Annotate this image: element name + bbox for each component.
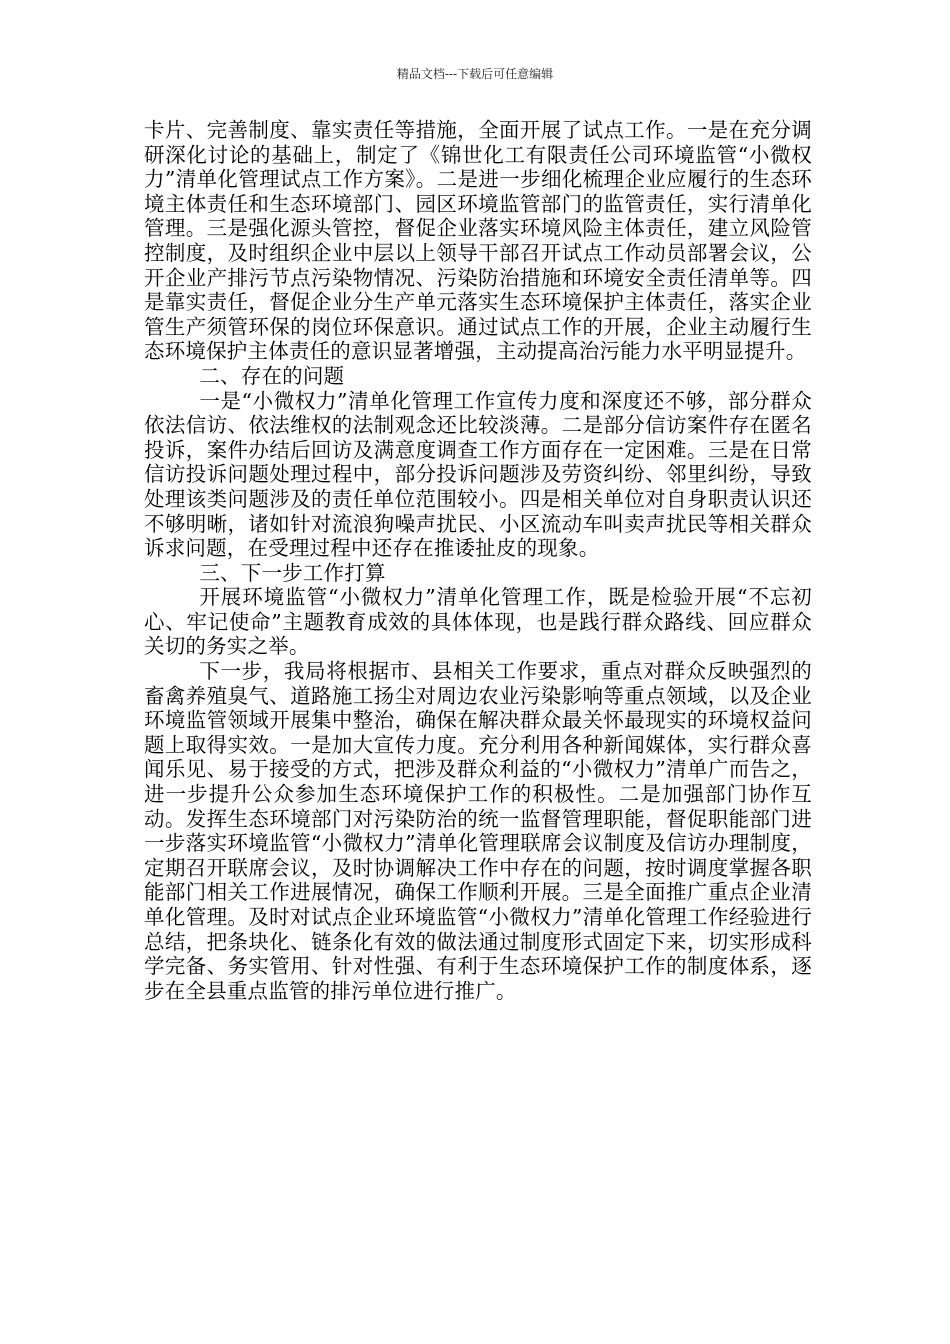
paragraph-significance: 开展环境监管“小微权力”清单化管理工作，既是检验开展“不忘初心、牢记使命”主题教育成效的具体体现，也是践行群众路线、回应群众关切的务实之举。 (144, 585, 812, 659)
paragraph-problems: 一是“小微权力”清单化管理工作宣传力度和深度还不够，部分群众依法信访、依法维权的法制观念还比较淡薄。二是部分信访案件存在匿名投诉，案件办结后回访及满意度调查工作方面存在一定困难。三是在日常信访投诉问题处理过程中，部分投诉问题涉及劳资纠纷、邻里纠纷，导致处理该类问题涉及的责任单位范围较小。四是相关单位对自身职责认识还不够明晰，诸如针对流浪狗噪声扰民、小区流动车叫卖声扰民等相关群众诉求问题，在受理过程中还存在推诿扯皮的现象。 (144, 388, 812, 561)
section-heading-next-steps: 三、下一步工作打算 (199, 560, 386, 585)
document-body (144, 118, 812, 1003)
paragraph-pilot-work: 卡片、完善制度、靠实责任等措施，全面开展了试点工作。一是在充分调研深化讨论的基础上，制定了《锦世化工有限责任公司环境监管“小微权力”清单化管理试点工作方案》。二是进一步细化梳理企业应履行的生态环境主体责任和生态环境部门、园区环境监管部门的监管责任，实行清单化管理。三是强化源头管控，督促企业落实环境风险主体责任，建立风险管控制度，及时组织企业中层以上领导干部召开试点工作动员部署会议，公开企业产排污节点污染物情况、污染防治措施和环境安全责任清单等。四是靠实责任，督促企业分生产单元落实生态环境保护主体责任，落实企业管生产须管环保的岗位环保意识。通过试点工作的开展，企业主动履行生态环境保护主体责任的意识显著增强，主动提高治污能力水平明显提升。 (144, 118, 812, 364)
paragraph-next-plan: 下一步，我局将根据市、县相关工作要求，重点对群众反映强烈的畜禽养殖臭气、道路施工扬尘对周边农业污染影响等重点领域，以及企业环境监管领域开展集中整治，确保在解决群众最关怀最现实的环境权益问题上取得实效。一是加大宣传力度。充分利用各种新闻媒体，实行群众喜闻乐见、易于接受的方式，把涉及群众利益的“小微权力”清单广而告之，进一步提升公众参加生态环境保护工作的积极性。二是加强部门协作互动。发挥生态环境部门对污染防治的统一监督管理职能，督促职能部门进一步落实环境监管“小微权力”清单化管理联席会议制度及信访办理制度，定期召开联席会议，及时协调解决工作中存在的问题，按时调度掌握各职能部门相关工作进展情况，确保工作顺利开展。三是全面推广重点企业清单化管理。及时对试点企业环境监管“小微权力”清单化管理工作经验进行总结，把条块化、链条化有效的做法通过制度形式固定下来，切实形成科学完备、务实管用、针对性强、有利于生态环境保护工作的制度体系，逐步在全县重点监管的排污单位进行推广。 (144, 659, 812, 1003)
page-header: 精品文档---下载后可任意编辑 (396, 67, 554, 81)
section-heading-problems: 二、存在的问题 (199, 363, 345, 388)
